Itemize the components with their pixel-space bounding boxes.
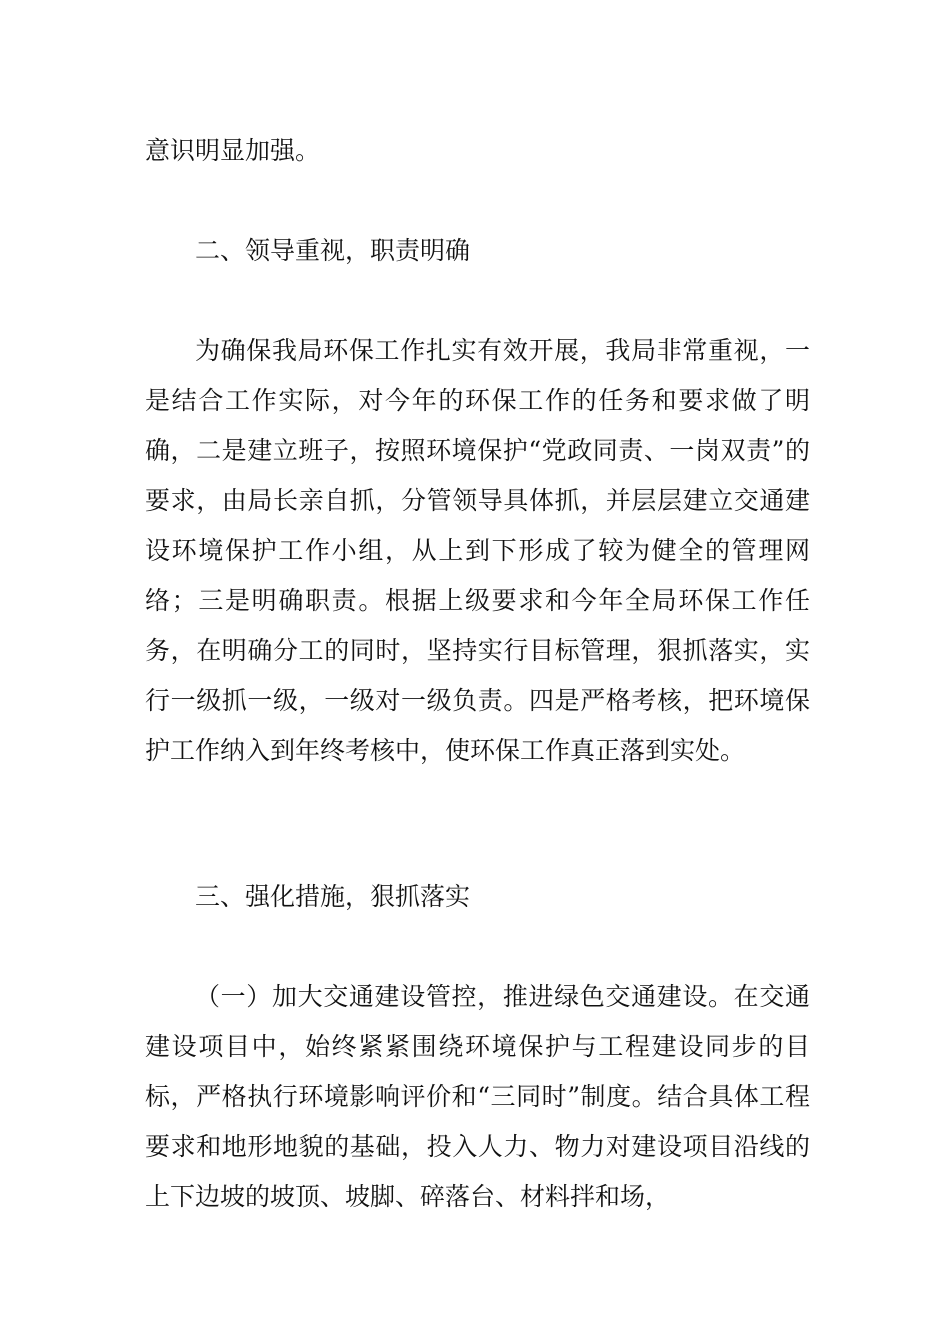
section-heading-3: 三、强化措施，狠抓落实 [195, 882, 471, 911]
section-3-paragraph: （一）加大交通建设管控，推进绿色交通建设。在交通建设项目中，始终紧紧围绕环境保护与工程建设同步的目标，严格执行环境影响评价和“三同时”制度。结合具体工程要求和地形地貌的基础，投入人力、物力对建设项目沿线的上下边坡的坡顶、坡脚、碎落台、材料拌和场， [145, 982, 810, 1211]
section-heading-2: 二、领导重视，职责明确 [195, 236, 471, 265]
continuation-text: 意识明显加强。 [145, 136, 321, 165]
section-2-paragraph: 为确保我局环保工作扎实有效开展，我局非常重视，一是结合工作实际，对今年的环保工作的任务和要求做了明确，二是建立班子，按照环境保护“党政同责、一岗双责”的要求，由局长亲自抓，分管领导具体抓，并层层建立交通建设环境保护工作小组，从上到下形成了较为健全的管理网络；三是明确职责。根据上级要求和今年全局环保工作任务，在明确分工的同时，坚持实行目标管理，狠抓落实，实行一级抓一级，一级对一级负责。四是严格考核，把环境保护工作纳入到年终考核中，使环保工作真正落到实处。 [145, 336, 810, 765]
